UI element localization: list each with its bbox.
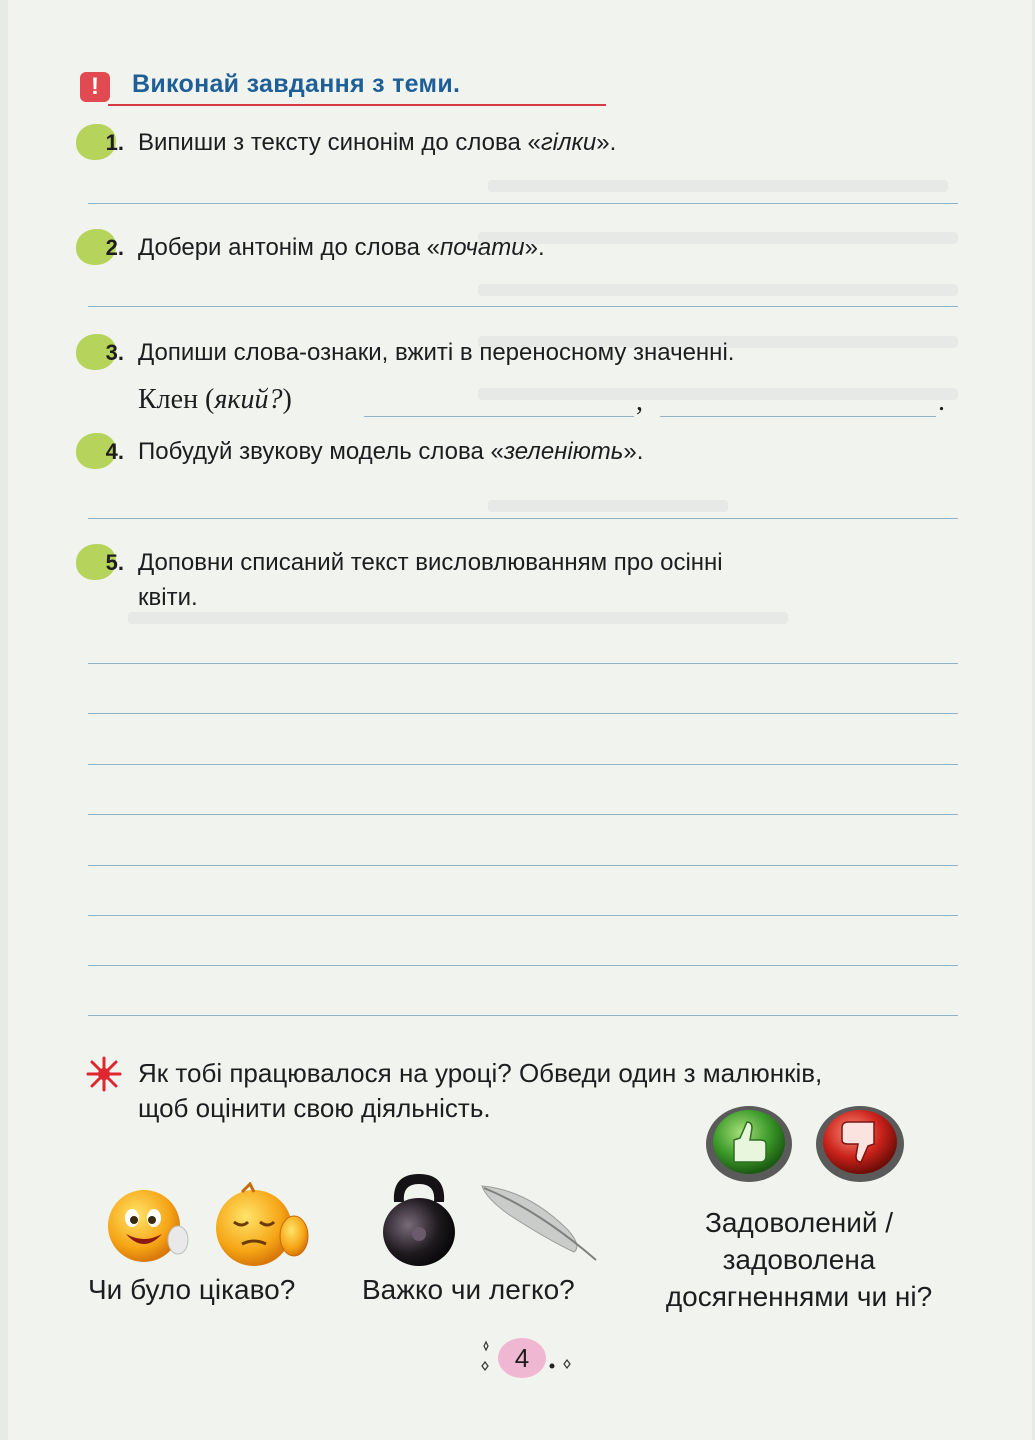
answer-line[interactable] [88,1015,958,1016]
task-text-part: Побудуй звукову модель слова « [138,438,504,465]
task-text-part: ». [596,129,617,156]
task-number: 2. [88,231,130,265]
page-number: 4 [514,1343,530,1373]
task-3-text: Допиши слова-ознаки, вжиті в переносному значенні. [138,339,735,366]
comma: , [636,386,643,417]
fill-blank-1[interactable] [364,416,634,417]
answer-line[interactable] [88,764,958,765]
task-keyword: гілки [540,129,597,156]
bleed-through-mark [478,388,958,400]
workbook-page [8,0,1032,1440]
page-number-badge [474,1334,584,1384]
bleed-through-mark [488,180,948,192]
answer-line[interactable] [88,306,958,307]
task-number: 3. [88,336,130,370]
task-5-text-line-1: Доповни списаний текст висловлюванням про осінні [138,549,723,576]
star-burst-icon [86,1056,122,1092]
happy-smiley-icon[interactable] [104,1188,194,1266]
fill-question: який? [214,384,283,415]
caption-difficulty: Важко чи легко? [362,1274,575,1305]
answer-line[interactable] [88,965,958,966]
thumbs-down-icon[interactable] [814,1100,906,1184]
answer-line[interactable] [88,713,958,714]
answer-line[interactable] [88,814,958,815]
answer-line[interactable] [88,663,958,664]
reflection-line-2: щоб оцінити свою діяльність. [138,1093,491,1123]
reflection-line-1: Як тобі працювалося на уроці? Обведи один з малюнків, [138,1058,823,1088]
caption-satisfaction-line-3: досягненнями чи ні? [665,1281,933,1312]
task-text-part: Випиши з тексту синонім до слова « [138,129,541,156]
task-number: 1. [88,126,130,160]
caption-satisfaction-line-1: Задоволений / [704,1207,894,1238]
fill-word: Клен ( [138,384,215,415]
exclamation-icon: ! [80,72,110,102]
task-number: 5. [88,546,130,580]
task-5-text-line-2: квіти. [138,584,198,611]
fill-in-phrase [138,384,292,416]
bored-smiley-icon[interactable] [212,1182,312,1268]
fill-bracket: ) [282,384,292,415]
answer-line[interactable] [88,203,958,204]
bleed-through-mark [488,500,728,512]
caption-satisfaction-line-2: задоволена [722,1244,876,1275]
answer-line[interactable] [88,518,958,519]
task-keyword: почати [440,234,525,261]
fill-blank-2[interactable] [660,416,936,417]
task-4-text [138,435,643,469]
answer-line[interactable] [88,915,958,916]
task-text-part: Добери антонім до слова « [138,234,441,261]
feather-icon[interactable] [478,1180,602,1264]
thumbs-up-icon[interactable] [704,1100,794,1184]
task-2-text [138,231,545,265]
task-keyword: зеленіють [503,438,624,465]
bleed-through-mark [478,284,958,296]
caption-interest: Чи було цікаво? [88,1274,296,1305]
bleed-through-mark [478,232,958,244]
answer-line[interactable] [88,865,958,866]
task-1-text [138,126,616,160]
kettlebell-icon[interactable] [380,1168,458,1268]
section-title: Виконай завдання з теми. [132,70,461,98]
task-text-part: ». [524,234,545,261]
title-underline [108,104,606,106]
task-text-part: ». [623,438,644,465]
period: . [938,386,945,417]
caption-satisfaction [634,1204,964,1315]
bleed-through-mark [128,612,788,624]
task-number: 4. [88,435,130,469]
